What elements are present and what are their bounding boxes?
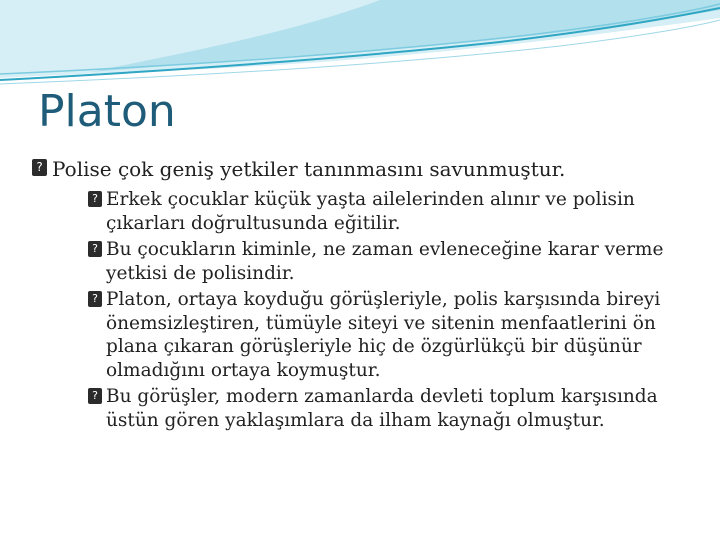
main-bullet: [32, 156, 692, 182]
sub-bullet-text: Bu görüşler, modern zamanlarda devleti toplum karşısında üstün gören yaklaşımlara da ilham kaynağı olmuştur.: [106, 386, 658, 431]
bullet-icon: ?: [88, 241, 102, 257]
sub-bullet-4: [88, 385, 692, 432]
slide-content: [32, 156, 692, 435]
bullet-icon: ?: [88, 191, 102, 207]
bullet-icon: ?: [88, 291, 102, 307]
bullet-icon: ?: [32, 159, 47, 176]
main-bullet-text: Polise çok geniş yetkiler tanınmasını savunmuştur.: [52, 157, 566, 181]
slide-title: Platon: [38, 86, 176, 137]
sub-bullet-1: [88, 188, 692, 235]
sub-bullet-text: Erkek çocuklar küçük yaşta ailelerinden alınır ve polisin çıkarları doğrultusunda eğitilir.: [106, 189, 635, 234]
bullet-icon: ?: [88, 388, 102, 404]
sub-bullet-3: [88, 288, 692, 382]
sub-bullet-2: [88, 238, 692, 285]
sub-bullet-text: Bu çocukların kiminle, ne zaman evleneceğine karar verme yetkisi de polisindir.: [106, 239, 664, 284]
sub-bullet-text: Platon, ortaya koyduğu görüşleriyle, polis karşısında bireyi önemsizleştiren, tümüyle siteyi ve sitenin menfaatlerini ön plana çıkaran görüşleriyle hiç de özgürlükçü bir düşünür olmadığını ortaya koymuştur.: [106, 289, 661, 381]
decorative-wave-header: [0, 0, 720, 90]
